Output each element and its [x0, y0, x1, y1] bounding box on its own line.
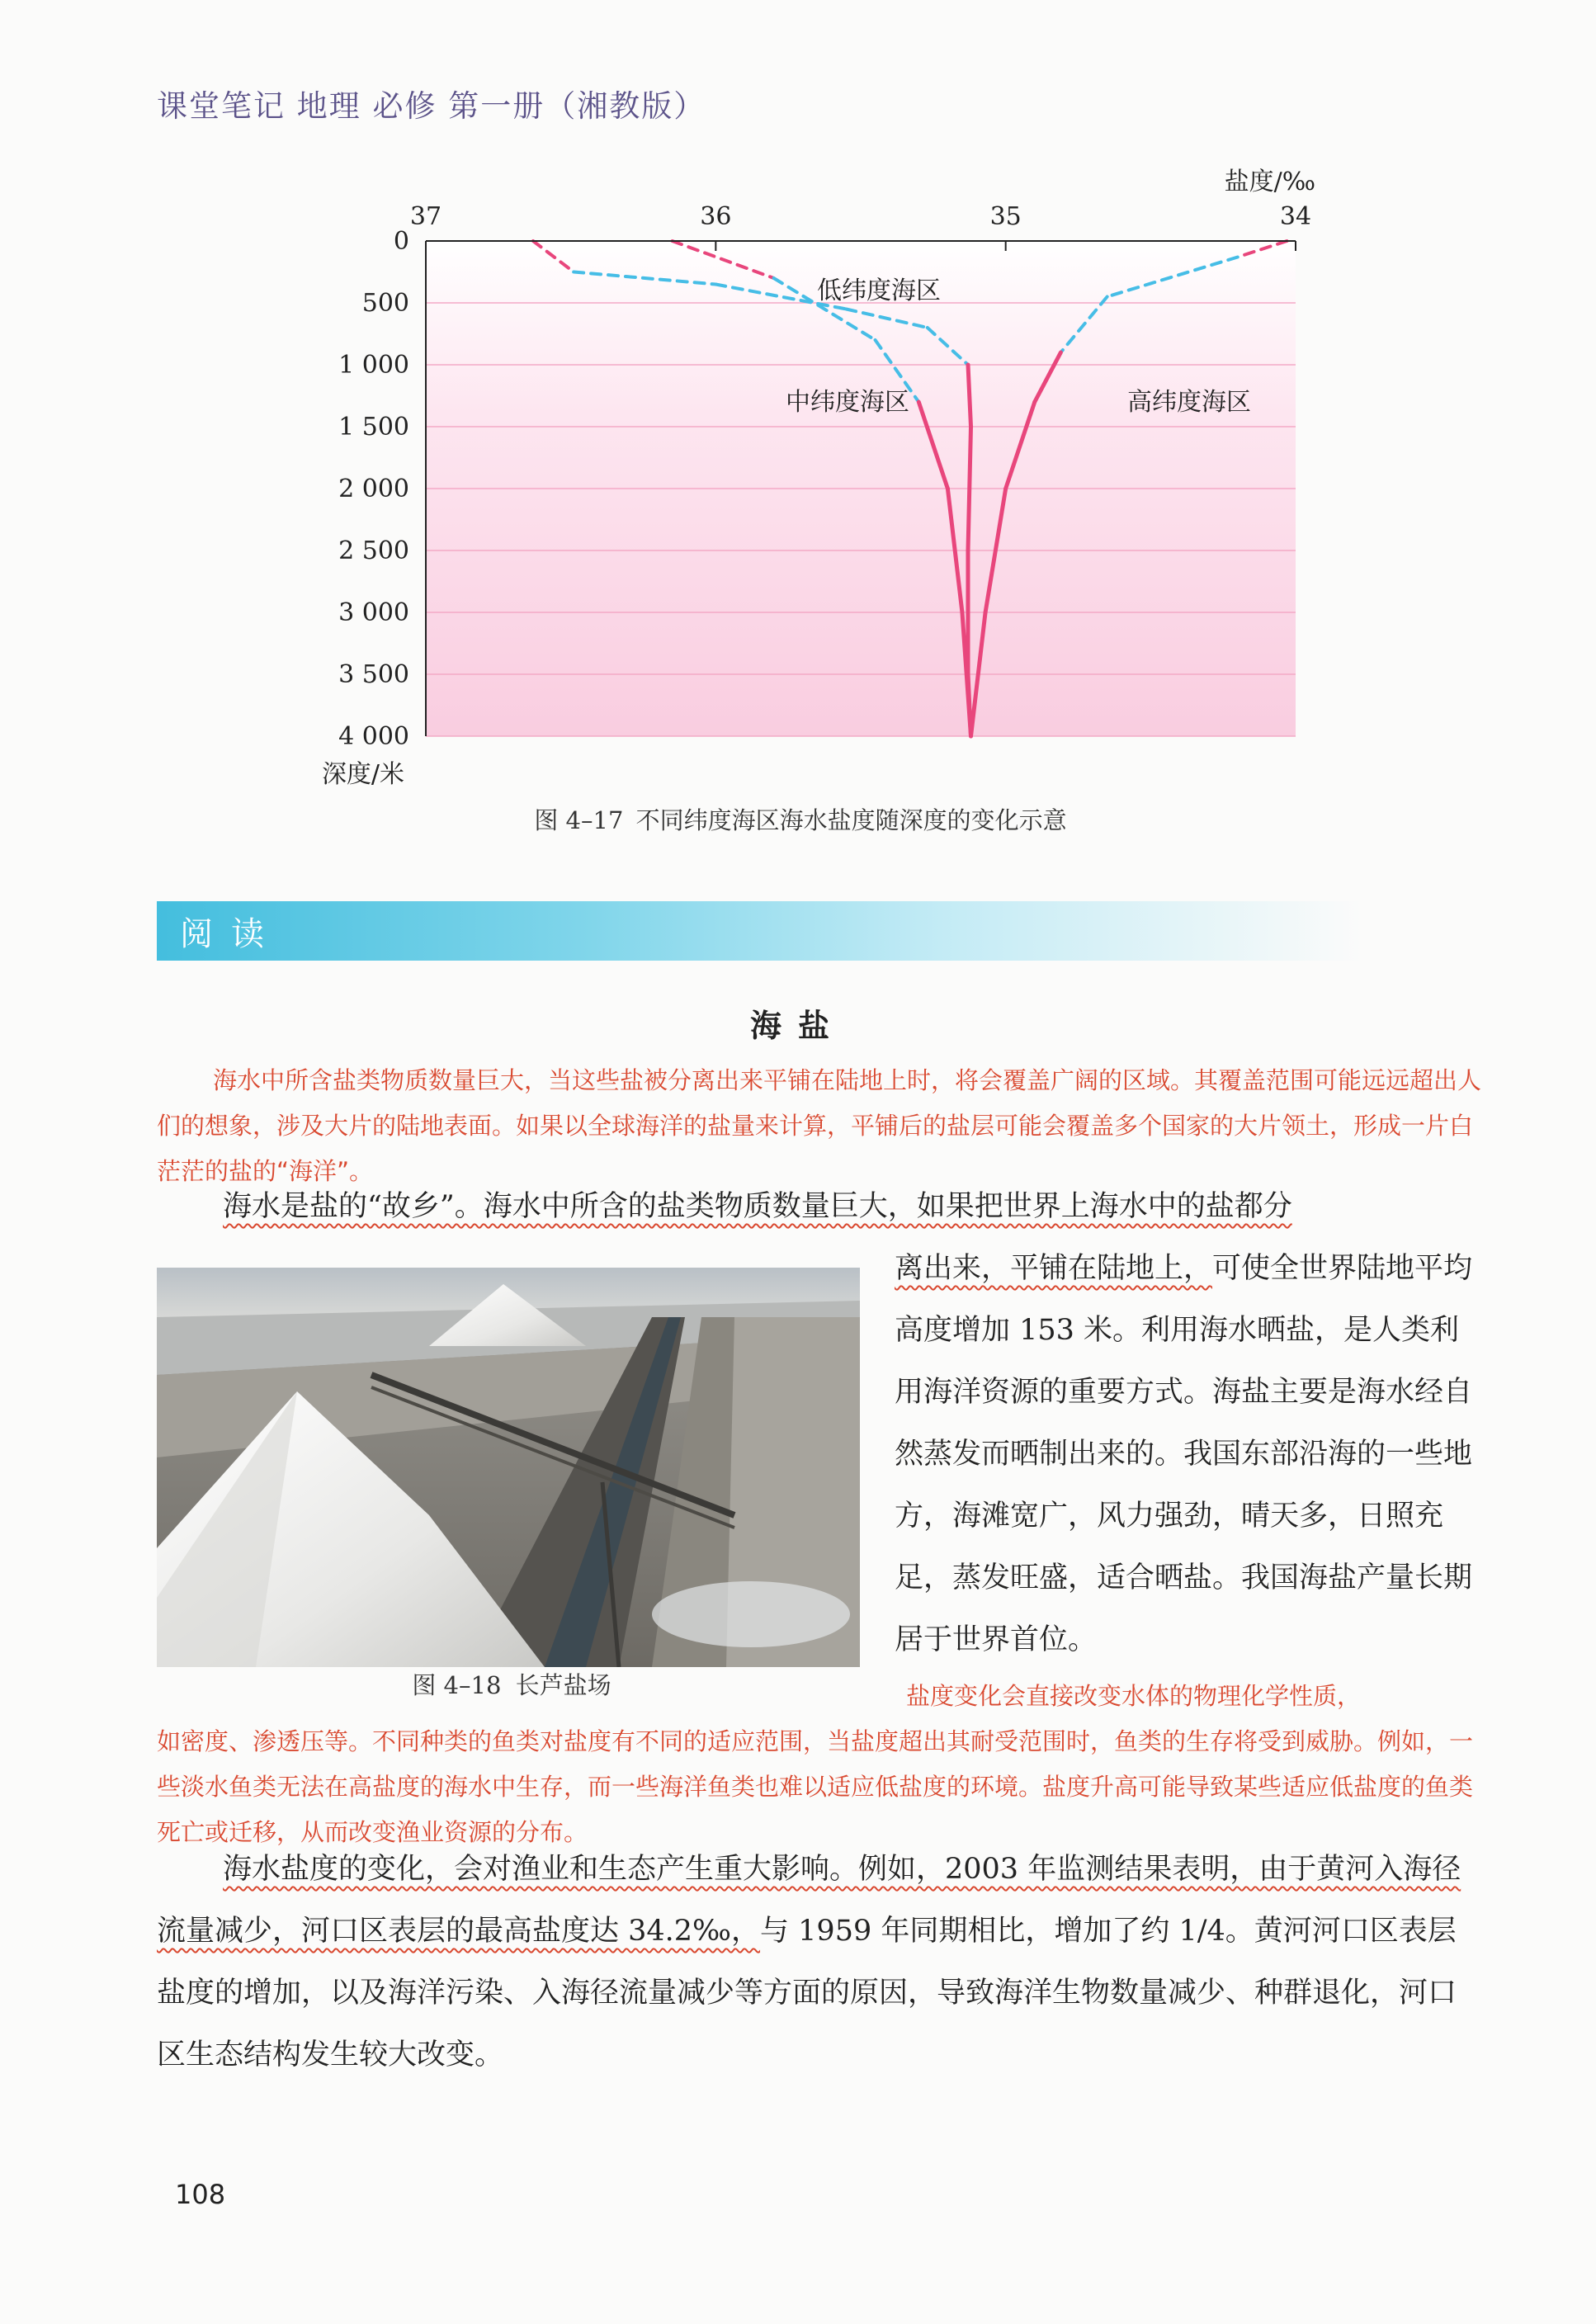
y-tick-label: 500	[361, 289, 409, 318]
note-2-first-line: 盐度变化会直接改变水体的物理化学性质，	[906, 1682, 1362, 1710]
y-tick-label: 2 000	[338, 475, 409, 503]
low-latitude-curve-segment	[968, 427, 971, 550]
y-tick-label: 1 000	[338, 351, 409, 380]
y-tick-label: 3 500	[338, 660, 409, 689]
underlined-text: 海水是盐的“故乡”。海水中所含的盐类物质数量巨大，如果把世界上海水中的盐都分	[223, 1190, 1292, 1223]
x-tick-label: 37	[409, 202, 442, 231]
paragraph-2	[157, 1839, 1484, 2086]
low-latitude-curve-segment	[968, 365, 971, 427]
y-tick-label: 2 500	[338, 536, 409, 565]
y-tick-label: 1 500	[338, 413, 409, 442]
y-axis-label: 深度/米	[321, 760, 405, 789]
reading-section-bar	[157, 901, 1362, 961]
salt-field-photo	[157, 1268, 860, 1667]
y-tick-label: 4 000	[338, 722, 409, 751]
series-label-low-latitude: 低纬度海区	[817, 276, 941, 305]
salinity-depth-chart	[0, 0, 1596, 825]
underlined-text: 海水盐度的变化，会对渔业和生态产生重大影响。例如，2003 年监测结果表明，由于黄河入海径流量减少，河口区表层的最高盐度达 34.2‰，	[157, 1853, 1461, 1948]
figure-number: 图 4–18	[412, 1671, 502, 1699]
x-tick-label: 34	[1279, 202, 1312, 231]
handwritten-note-1: 海水中所含盐类物质数量巨大，当这些盐被分离出来平铺在陆地上时，将会覆盖广阔的区域。其覆盖范围可能远远超出人们的想象，涉及大片的陆地表面。如果以全球海洋的盐量来计算，平铺后的盐层可能会覆盖多个国家的大片领土，形成一片白茫茫的盐的“海洋”。	[157, 1066, 1482, 1185]
paragraph-2-rest: 与 1959 年同期相比，增加了约 1/4。黄河河口区表层盐度的增加，以及海洋污染、入海径流量减少等方面的原因，导致海洋生物数量减少、种群退化，河口区生态结构发生较大改变。	[157, 1915, 1457, 2071]
figure-caption-4-17	[0, 802, 1596, 836]
x-tick-label: 36	[700, 202, 732, 231]
article-title: 海盐	[749, 1008, 846, 1044]
series-label-mid-latitude: 中纬度海区	[786, 388, 909, 417]
running-header: 课堂笔记 地理 必修 第一册（湘教版）	[157, 88, 706, 124]
x-axis-label: 盐度/‰	[1224, 168, 1315, 196]
figure-title: 不同纬度海区海水盐度随深度的变化示意	[635, 806, 1067, 834]
paragraph-1-first-line	[157, 1176, 1484, 1238]
paragraph-1-wrapped	[895, 1238, 1484, 1671]
y-tick-label: 0	[393, 227, 409, 256]
figure-number: 图 4–17	[534, 806, 624, 834]
handwritten-note-2	[157, 1674, 1484, 1855]
note-2-rest: 如密度、渗透压等。不同种类的鱼类对盐度有不同的适应范围，当盐度超出其耐受范围时，鱼类的生存将受到威胁。例如，一些淡水鱼类无法在高盐度的海水中生存，而一些海洋鱼类也难以适应低盐度的环境。盐度升高可能导致某些适应低盐度的鱼类死亡或迁移，从而改变渔业资源的分布。	[157, 1727, 1474, 1846]
paragraph-1-rest: 可使全世界陆地平均高度增加 153 米。利用海水晒盐，是人类利用海洋资源的重要方式。海盐主要是海水经自然蒸发而晒制出来的。我国东部沿海的一些地方，海滩宽广，风力强劲，晴天多，日照充足，蒸发旺盛，适合晒盐。我国海盐产量长期居于世界首位。	[895, 1252, 1473, 1656]
y-tick-label: 3 000	[338, 598, 409, 627]
underlined-text: 离出来，平铺在陆地上，	[895, 1252, 1213, 1285]
page-number: 108	[175, 2179, 226, 2210]
figure-title: 长芦盐场	[515, 1671, 611, 1699]
x-tick-label: 35	[989, 202, 1022, 231]
series-label-high-latitude: 高纬度海区	[1127, 388, 1251, 417]
reading-label: 阅读	[180, 915, 282, 953]
